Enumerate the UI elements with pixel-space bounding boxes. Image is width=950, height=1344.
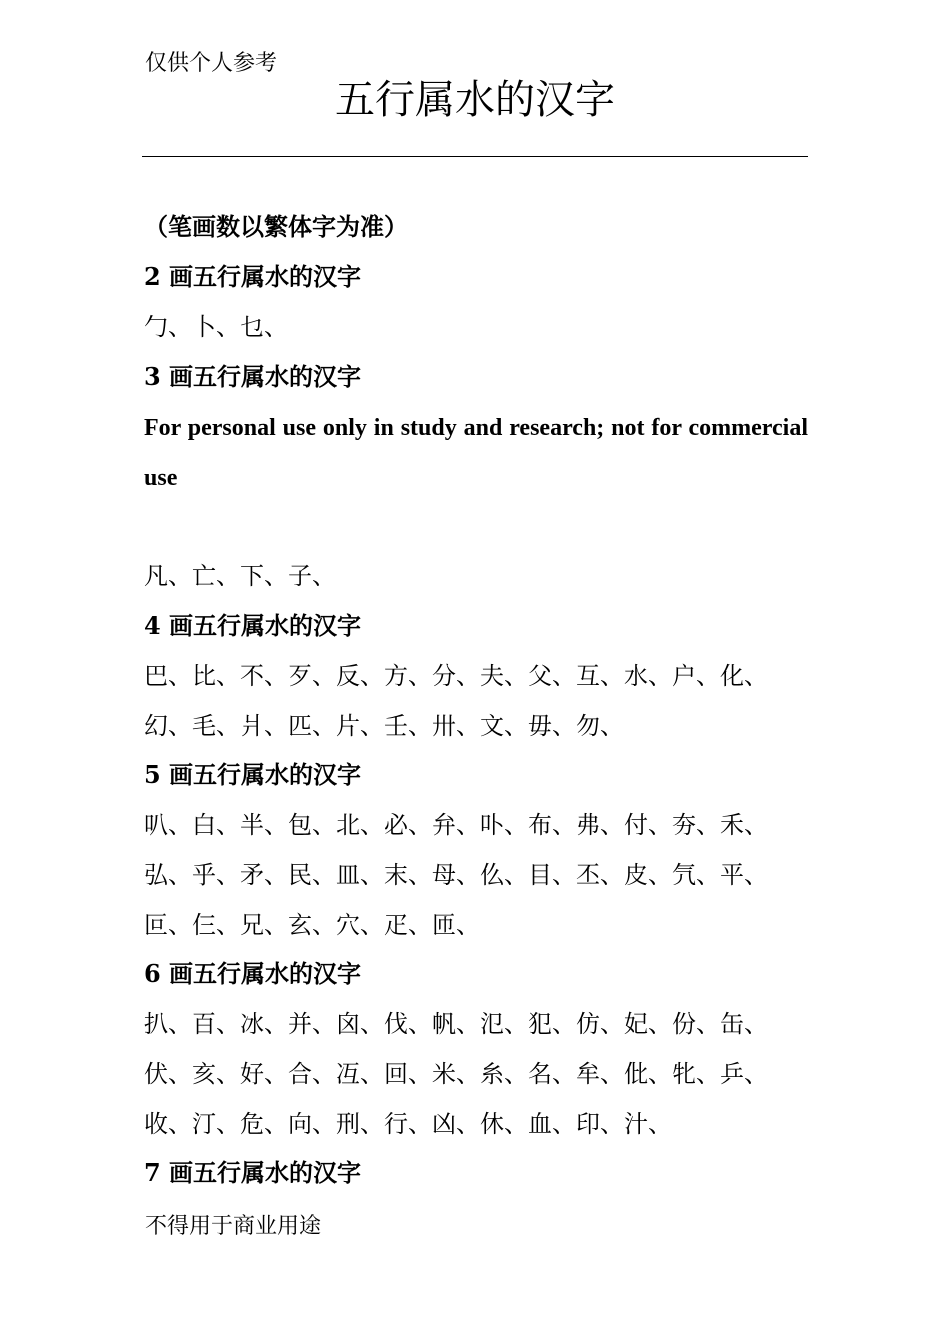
stroke-note: （笔画数以繁体字为准） bbox=[144, 212, 408, 241]
section-heading-5: 5 画五行属水的汉字 bbox=[144, 760, 362, 789]
char-list-line: 幻、毛、爿、匹、片、壬、卅、文、毋、勿、 bbox=[144, 712, 624, 740]
char-list-line: 勹、卜、乜、 bbox=[144, 313, 288, 341]
char-list-line: 凡、亡、下、子、 bbox=[144, 562, 336, 590]
header-note: 仅供个人参考 bbox=[145, 51, 278, 76]
disclaimer-text: For personal use only in study and research; not for commercial use bbox=[144, 415, 808, 491]
char-list-line: 巴、比、不、歹、反、方、分、夫、父、互、水、户、化、 bbox=[144, 662, 768, 690]
section-heading-3: 3 画五行属水的汉字 bbox=[144, 362, 362, 391]
section-heading-4: 4 画五行属水的汉字 bbox=[144, 611, 362, 640]
char-list-line: 伏、亥、好、合、冱、回、米、糸、名、牟、仳、牝、乒、 bbox=[144, 1060, 768, 1088]
section-heading-7: 7 画五行属水的汉字 bbox=[144, 1158, 362, 1187]
char-list-line: 叵、仨、兄、玄、穴、疋、匝、 bbox=[144, 911, 480, 939]
char-list-line: 叭、白、半、包、北、必、弁、卟、布、弗、付、夯、禾、 bbox=[144, 811, 768, 839]
char-list-line: 弘、乎、矛、民、皿、末、母、仫、目、丕、皮、氕、平、 bbox=[144, 861, 768, 889]
footer-note: 不得用于商业用途 bbox=[145, 1214, 322, 1239]
char-list-line: 收、汀、危、向、刑、行、凶、休、血、印、汁、 bbox=[144, 1110, 672, 1138]
page-title: 五行属水的汉字 bbox=[335, 77, 615, 123]
section-heading-2: 2 画五行属水的汉字 bbox=[144, 262, 362, 291]
section-heading-6: 6 画五行属水的汉字 bbox=[144, 959, 362, 988]
title-divider bbox=[142, 156, 808, 157]
char-list-line: 扒、百、冰、并、囟、伐、帆、氾、犯、仿、妃、份、缶、 bbox=[144, 1010, 768, 1038]
